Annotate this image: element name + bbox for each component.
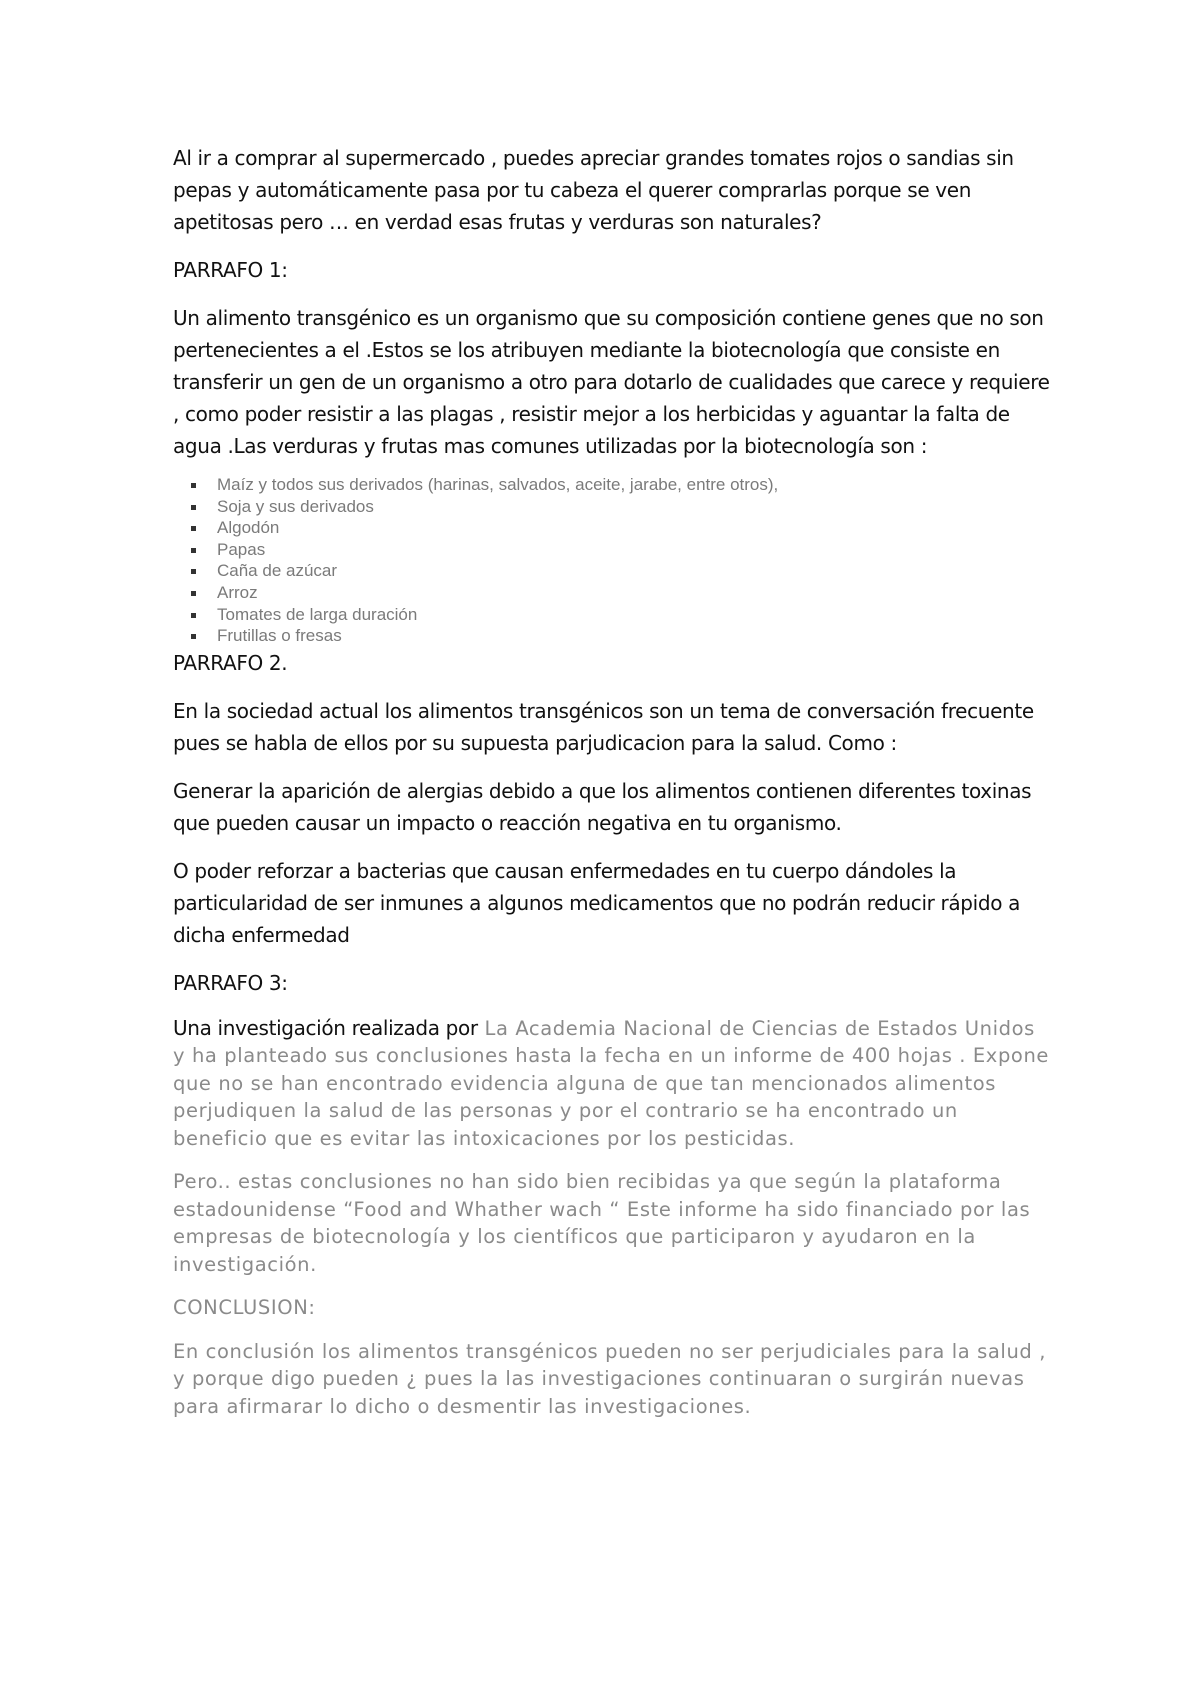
square-bullet-icon <box>191 505 196 510</box>
heading-parrafo-2: PARRAFO 2. <box>173 650 288 675</box>
parrafo-3-rest: La Academia Nacional de Ciencias de Estados Unidos y ha planteado sus conclusiones hasta la fecha en un informe de 400 hojas . Expone que no se han encontrado evidencia alguna de que tan mencionados alimentos perjudiquen la salud de las personas y por el contrario se ha encontrado un beneficio que es evitar las intoxicaciones por los pesticidas. <box>173 1016 1050 1150</box>
heading-parrafo-1: PARRAFO 1: <box>173 258 288 282</box>
list-item: Arroz <box>189 582 1053 604</box>
parrafo-2-text-1: En la sociedad actual los alimentos transgénicos son un tema de conversación frecuente pues se habla de ellos por su supuesta parjudicacion para la salud. Como : <box>173 698 1034 755</box>
square-bullet-icon <box>191 526 196 531</box>
list-item: Frutillas o fresas <box>189 625 1053 647</box>
heading-conclusion: CONCLUSION: <box>173 1296 316 1320</box>
heading-parrafo-3: PARRAFO 3: <box>173 970 288 995</box>
grey-text-section <box>173 1015 1053 1421</box>
list-item: Algodón <box>189 517 1053 539</box>
square-bullet-icon <box>191 634 196 639</box>
list-item: Soja y sus derivados <box>189 496 1053 518</box>
parrafo-3-lead: Una investigación realizada por <box>173 1015 478 1040</box>
list-item: Maíz y todos sus derivados (harinas, salvados, aceite, jarabe, entre otros), <box>189 474 1053 496</box>
parrafo-2-text-2: Generar la aparición de alergias debido a que los alimentos contienen diferentes toxinas que pueden causar un impacto o reacción negativa en tu organismo. <box>173 778 1032 835</box>
dark-text-section-2 <box>173 647 1053 999</box>
square-bullet-icon <box>191 591 196 596</box>
list-item: Tomates de larga duración <box>189 604 1053 626</box>
list-item: Papas <box>189 539 1053 561</box>
intro-paragraph: Al ir a comprar al supermercado , puedes apreciar grandes tomates rojos o sandias sin pepas y automáticamente pasa por tu cabeza el querer comprarlas porque se ven apetitosas pero … en verdad esas frutas y verduras son naturales? <box>173 146 1014 234</box>
document-body <box>173 142 1053 1436</box>
square-bullet-icon <box>191 548 196 553</box>
parrafo-1-text: Un alimento transgénico es un organismo que su composición contiene genes que no son pertenecientes a el .Estos se los atribuyen mediante la biotecnología que consiste en transferir un gen de un organismo a otro para dotarlo de cualidades que carece y requiere , como poder resistir a las plagas , resistir mejor a los herbicidas y aguantar la falta de agua .Las verduras y frutas mas comunes utilizadas por la biotecnología son : <box>173 306 1050 458</box>
conclusion-text: En conclusión los alimentos transgénicos pueden no ser perjudiciales para la salud , y porque digo pueden ¿ pues la las investigaciones continuaran o surgirán nuevas para afirmarar lo dicho o desmentir las investigaciones. <box>173 1339 1046 1418</box>
list-item: Caña de azúcar <box>189 560 1053 582</box>
square-bullet-icon <box>191 483 196 488</box>
crop-list <box>173 474 1053 647</box>
parrafo-3-text-2: Pero.. estas conclusiones no han sido bien recibidas ya que según la plataforma estadounidense “Food and Whather wach “ Este informe ha sido financiado por las empresas de biotecnología y los científicos que participaron y ayudaron en la investigación. <box>173 1170 1031 1276</box>
square-bullet-icon <box>191 613 196 618</box>
parrafo-2-text-3: O poder reforzar a bacterias que causan enfermedades en tu cuerpo dándoles la particularidad de ser inmunes a algunos medicamentos que no podrán reducir rápido a dicha enfermedad <box>173 858 1021 947</box>
dark-text-section <box>173 142 1053 462</box>
parrafo-3-text-1 <box>173 1015 1053 1153</box>
square-bullet-icon <box>191 569 196 574</box>
